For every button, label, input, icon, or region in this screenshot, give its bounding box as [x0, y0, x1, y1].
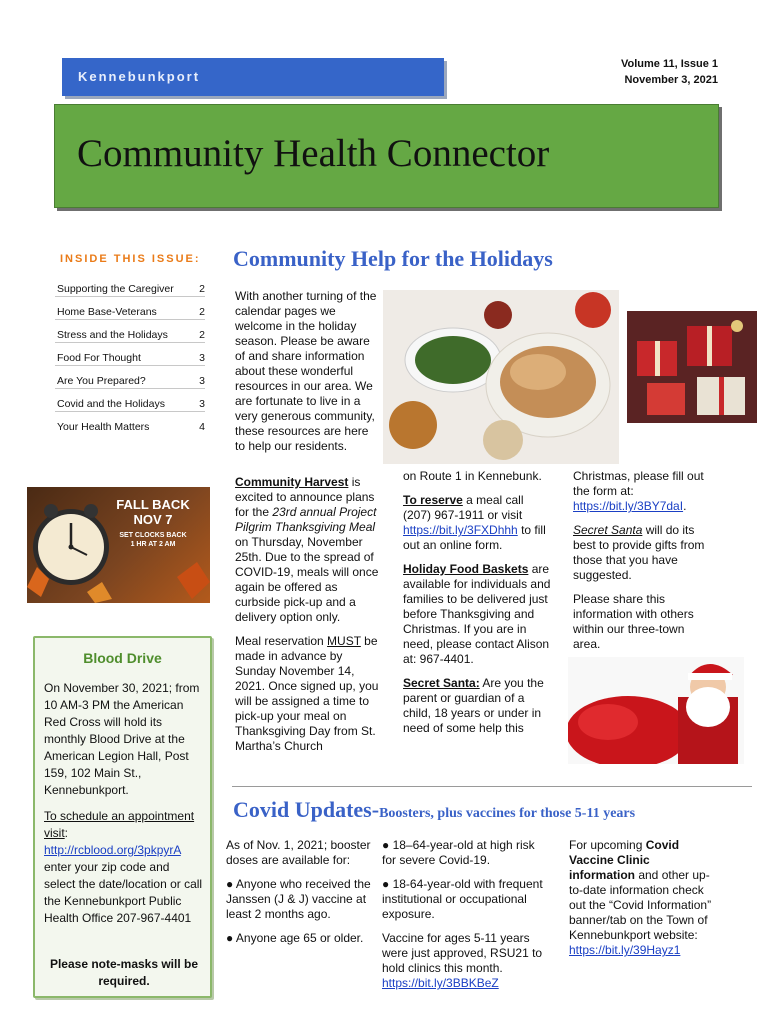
holidays-col2: on Route 1 in Kennebunk. To reserve a meal call (207) 967-1911 or visit https://bit.ly/3FXDhhh to fill out an online form. Holiday Food Baskets are available for individuals and families to be delivered just before Thanksgiving and Christmas. If you are in need, please contact Alison at: 967-4401. Secret Santa: Are you the parent or guardian of a child, 18 years or under in need of some help this: [403, 469, 551, 735]
newsletter-title: Community Health Connector: [77, 132, 550, 175]
table-of-contents: [55, 274, 205, 434]
blood-drive-title: Blood Drive: [83, 650, 162, 666]
town-banner: [62, 58, 444, 96]
secret-santa-link[interactable]: https://bit.ly/3BY7daI: [573, 499, 684, 513]
blood-drive-box: [33, 636, 212, 998]
section-divider: [232, 786, 752, 787]
fall-back-subtext: SET CLOCKS BACK 1 HR AT 2 AM: [119, 532, 187, 548]
toc-item[interactable]: Supporting the Caregiver 2: [55, 274, 205, 297]
blood-drive-schedule: To schedule an appointment visit: http://rcblood.org/3pkpyrA enter your zip code and select the date/location or call the Kennebunkport Public Health Office 207-967-4401: [44, 809, 203, 925]
holiday-food-image: [383, 290, 619, 464]
town-name: Kennebunkport: [78, 69, 201, 84]
holidays-intro: With another turning of the calendar pages we welcome in the holiday season. Please be aware of and share information about these wonderful resources in our area. We are fortunate to live in a very generous community, these resources are here to help our residents.: [235, 289, 377, 453]
christmas-gifts-image: [627, 311, 757, 423]
fall-back-graphic: [27, 487, 210, 603]
toc-item[interactable]: Food For Thought 3: [55, 343, 205, 366]
holidays-col1: Community Harvest is excited to announce plans for the 23rd annual Project Pilgrim Thanksgiving Meal on Thursday, November 25th. Due to the spread of COVID-19, meals will once again be offered as curbside pick-up and a delivery option only. Meal reservation MUST be made in advance by Sunday November 14, 2021. Once signed up, you will be assigned a time to pick-up your meal on Thanksgiving Day from St. Martha’s Church: [235, 475, 379, 753]
covid-col3: For upcoming Covid Vaccine Clinic information and other up-to-date information check out the “Covid Information” banner/tab on the Town of Kennebunkport website: https://bit.ly/39Hayz1: [569, 838, 712, 957]
blood-drive-text: On November 30, 2021; from 10 AM-3 PM the American Red Cross will hold its monthly Blood Drive at the American Legion Hall, Post 159, 102 Main St., Kennebunkport.: [44, 681, 200, 797]
santa-image: [568, 657, 744, 764]
community-harvest-label: Community Harvest: [235, 475, 349, 489]
blood-drive-link[interactable]: http://rcblood.org/3pkpyrA: [44, 843, 181, 857]
issue-date: November 3, 2021: [624, 74, 718, 86]
santa-icon: [568, 657, 744, 764]
town-website-link[interactable]: https://bit.ly/39Hayz1: [569, 943, 681, 957]
food-icon: [383, 290, 619, 464]
toc-item[interactable]: Home Base-Veterans 2: [55, 297, 205, 320]
volume-issue: Volume 11, Issue 1: [620, 58, 718, 70]
gift-icon: [627, 311, 757, 423]
masks-note: Please note-masks will be required.: [49, 957, 199, 988]
toc-item[interactable]: Stress and the Holidays 2: [55, 320, 205, 343]
holidays-col3: Christmas, please fill out the form at: https://bit.ly/3BY7daI. Secret Santa will do its best to provide gifts from those that you have suggested. Please share this information with others within our three-town area.: [573, 469, 705, 651]
fall-back-heading: FALL BACK NOV 7: [116, 497, 190, 527]
rsu21-clinic-link[interactable]: https://bit.ly/3BBKBeZ: [382, 976, 499, 990]
reserve-link[interactable]: https://bit.ly/3FXDhhh: [403, 523, 518, 537]
toc-item[interactable]: Are You Prepared? 3: [55, 366, 205, 389]
toc-item[interactable]: Covid and the Holidays 3: [55, 389, 205, 412]
covid-heading: Covid Updates-Boosters, plus vaccines for those 5-11 years: [233, 797, 636, 822]
toc-item[interactable]: Your Health Matters 4: [57, 421, 205, 433]
holidays-heading: Community Help for the Holidays: [233, 246, 553, 271]
covid-col1: As of Nov. 1, 2021; booster doses are available for: ● Anyone who received the Janssen (J & J) vaccine at least 2 months ago. ● Anyone age 65 or older.: [226, 838, 371, 945]
inside-heading: INSIDE THIS ISSUE:: [60, 253, 201, 265]
issue-info: [621, 56, 718, 88]
title-banner: [54, 104, 719, 208]
covid-col2: ● 18–64-year-old at high risk for severe Covid-19. ● 18-64-year-old with frequent institutional or occupational exposure. Vaccine for ages 5-11 years were just approved, RSU21 to hold clinics this month. https://bit.ly/3BBKBeZ: [382, 838, 543, 990]
